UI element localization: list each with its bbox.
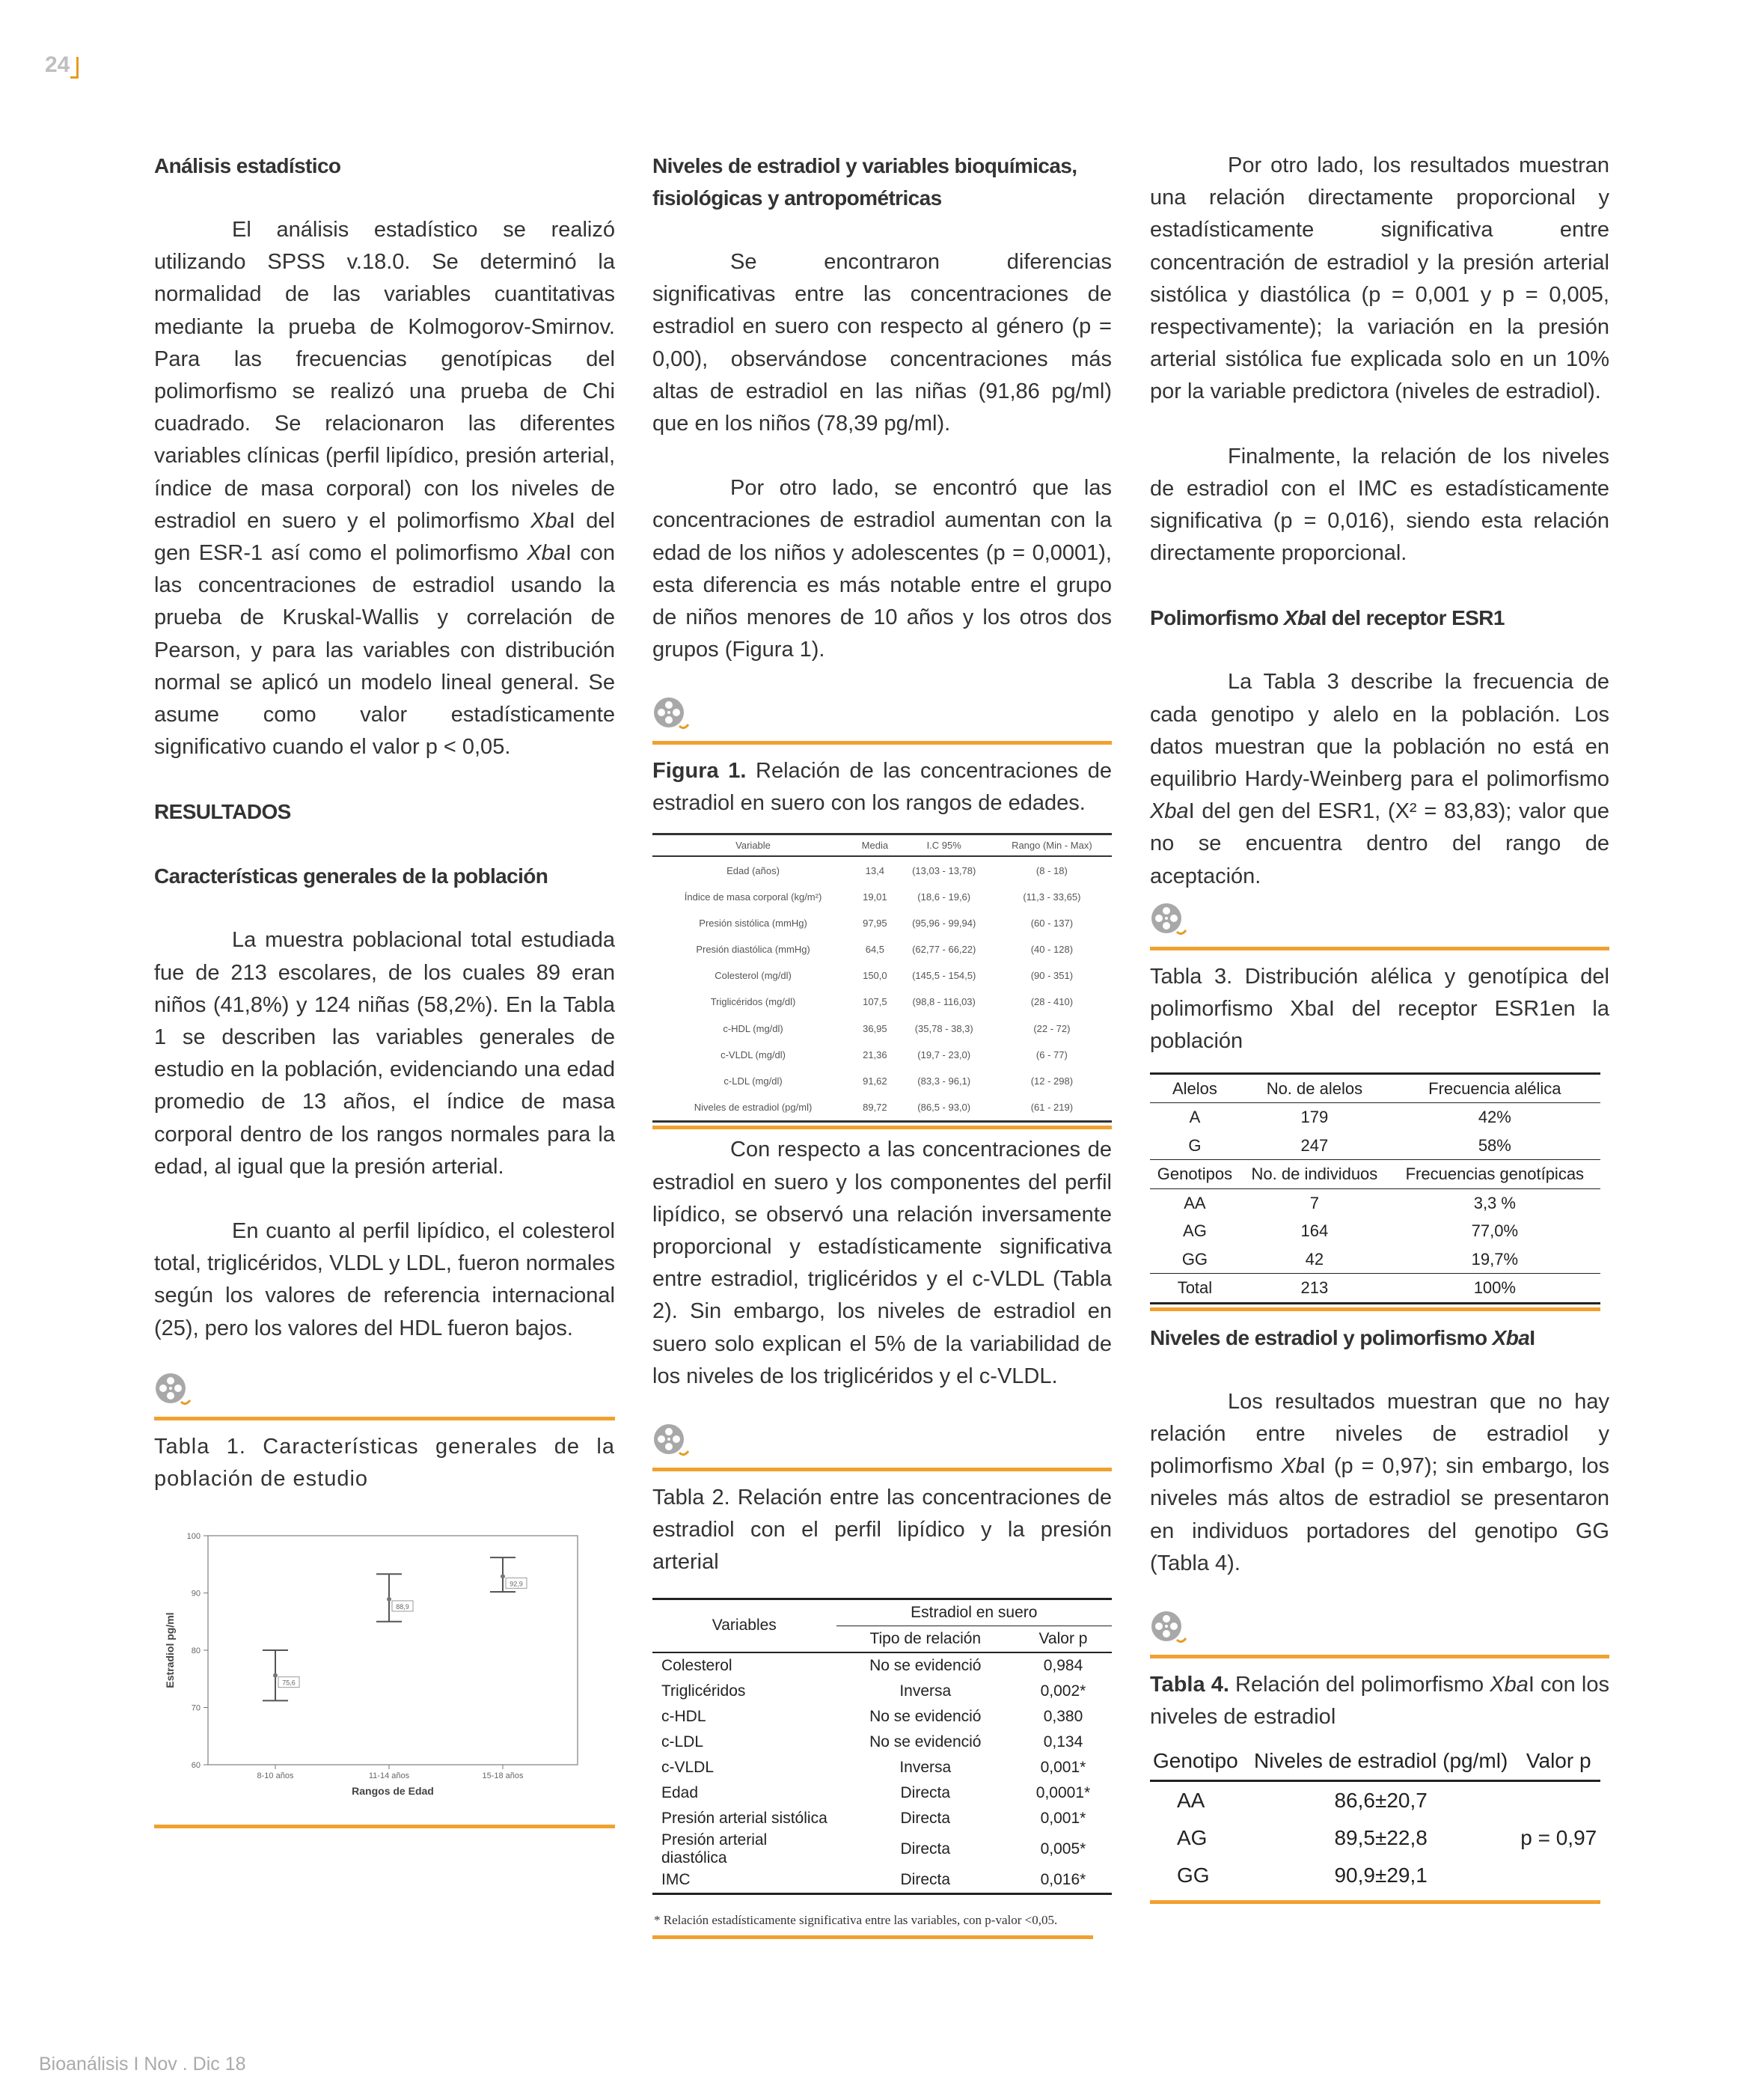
separator-line: [1150, 1900, 1600, 1904]
table-cell: Edad (años): [726, 864, 780, 876]
heading-resultados: RESULTADOS: [154, 800, 291, 824]
table-cell: 86,6±20,7: [1334, 1789, 1428, 1813]
table-cell: 13,4: [865, 864, 885, 876]
film-reel-icon: [154, 1372, 192, 1409]
paragraph-presion: Por otro lado, los resultados muestran una relación directamente proporcional y estadísticamente significativa entre concentración de estradiol y la presión arterial sistólica y diastólica (p = 0,001 y p = 0,005, respectivamente); la variación en la presión arterial sistólica fue explicada solo en un 10% por la variable predictora (niveles de estradiol).: [1150, 153, 1609, 404]
separator-line: [1150, 1655, 1609, 1658]
table-row: [652, 1704, 1112, 1730]
table-row: [1150, 1217, 1600, 1245]
table-row: [652, 910, 1112, 936]
table-header: Genotipos: [1150, 1160, 1240, 1189]
table-cell: 64,5: [865, 944, 885, 956]
table-cell: Triglicéridos: [661, 1682, 746, 1700]
table-header: Niveles de estradiol (pg/ml): [1245, 1742, 1517, 1781]
reel-icon-row: [652, 1418, 1112, 1463]
y-tick-label: 80: [191, 1646, 201, 1655]
separator-line: [1150, 1307, 1600, 1311]
tabla4: [1150, 1742, 1600, 1894]
table-cell: Inversa: [899, 1682, 952, 1700]
table-header: Valor p: [1015, 1626, 1112, 1652]
table-header: Rango (Min - Max): [992, 834, 1112, 857]
table-row: [652, 884, 1112, 910]
table-cell: GG: [1177, 1864, 1210, 1887]
paragraph-lipidico: En cuanto al perfil lipídico, el colesterol total, triglicéridos, VLDL y LDL, fueron normales según los valores de referencia internacional (25), pero los valores del HDL fueron bajos.: [154, 1219, 615, 1340]
separator-line: [652, 741, 1112, 745]
table-cell: Directa: [836, 1867, 1015, 1894]
table-cell: c-HDL: [661, 1707, 706, 1725]
table-cell: Presión sistólica (mmHg): [699, 917, 807, 929]
table-cell: A: [1189, 1108, 1201, 1127]
table-cell: Colesterol: [661, 1656, 732, 1674]
table-cell: 89,5±22,8: [1334, 1826, 1428, 1850]
table-header: Genotipo: [1150, 1742, 1245, 1781]
table-cell: (86,5 - 93,0): [896, 1094, 992, 1122]
table-cell: (19,7 - 23,0): [917, 1049, 971, 1060]
table-cell: Directa: [900, 1809, 951, 1827]
table-cell: 77,0%: [1471, 1221, 1519, 1241]
tabla2-footnote: * Relación estadísticamente significativa entre las variables, con p-valor <0,05.: [654, 1912, 1058, 1927]
table-cell: Directa: [900, 1783, 951, 1801]
tabla1: [652, 833, 1112, 1123]
table-cell: (18,6 - 19,6): [917, 891, 971, 903]
table-header: Variable: [652, 834, 854, 857]
table-cell: 164: [1300, 1221, 1329, 1241]
table-cell: AG: [1177, 1826, 1208, 1850]
table-cell: 247: [1300, 1135, 1329, 1155]
separator-line: [154, 1825, 615, 1828]
separator-line: [154, 1417, 615, 1420]
table-cell: 0,984: [1043, 1656, 1083, 1674]
table-cell: 58%: [1478, 1135, 1511, 1155]
table-cell: No se evidenció: [869, 1656, 982, 1674]
y-tick-label: 90: [191, 1589, 201, 1599]
table-cell: 91,62: [863, 1075, 887, 1087]
tabla3-caption: Tabla 3. Distribución alélica y genotípica del polimorfismo XbaI del receptor ESR1en la población: [1150, 964, 1609, 1053]
y-tick-label: 70: [191, 1703, 201, 1713]
y-axis-label: Estradiol pg/ml: [164, 1612, 176, 1688]
table-cell: 7: [1309, 1193, 1320, 1212]
table-cell: (83,3 - 96,1): [917, 1075, 971, 1087]
heading-niveles: Niveles de estradiol y variables bioquímicas, fisiológicas y antropométricas: [652, 154, 1077, 210]
table-cell: 100%: [1389, 1274, 1600, 1304]
table-cell: G: [1188, 1135, 1202, 1155]
table-header: Estradiol en suero: [836, 1599, 1112, 1626]
table-row: [652, 856, 1112, 883]
table-row: [652, 1016, 1112, 1042]
table-cell: 19,01: [863, 891, 887, 903]
table-row: [652, 1730, 1112, 1755]
table-cell: 0,380: [1043, 1707, 1083, 1725]
film-reel-icon: [1150, 1610, 1187, 1647]
table-cell: Presión diastólica (mmHg): [696, 944, 810, 956]
column-2: [652, 150, 1112, 1939]
table-header: No. de individuos: [1240, 1160, 1389, 1189]
table-cell: (11,3 - 33,65): [1023, 891, 1081, 903]
heading-caracteristicas: Características generales de la población: [154, 864, 548, 888]
table-cell: 0,001*: [1040, 1758, 1086, 1776]
table-cell: 42%: [1478, 1108, 1511, 1127]
paragraph-resultados: Los resultados muestran que no hay relación entre niveles de estradiol y polimorfismo XbaI (p = 0,97); sin embargo, los niveles más altos de estradiol se presentaron en individuos portadores del genotipo GG (Tabla 4).: [1150, 1389, 1609, 1575]
table-cell: 0,001*: [1040, 1809, 1086, 1827]
table-row: [652, 1867, 1112, 1894]
table-cell: 42: [1305, 1249, 1324, 1269]
table-cell: Directa: [900, 1840, 951, 1858]
tabla1-caption: Tabla 1. Características generales de la población de estudio: [154, 1434, 615, 1491]
table-cell: c-VLDL: [661, 1758, 715, 1776]
table-cell: IMC: [652, 1867, 836, 1894]
table-cell: 107,5: [863, 996, 887, 1008]
table-row: [652, 1094, 1112, 1122]
table-header: Alelos: [1150, 1073, 1240, 1103]
separator-line: [652, 1126, 1112, 1129]
page-number-mark: [70, 57, 79, 79]
mean-point: [273, 1673, 278, 1678]
x-axis-label: Rangos de Edad: [352, 1784, 434, 1797]
table-cell: GG: [1181, 1249, 1208, 1269]
table-header: Variables: [652, 1599, 836, 1652]
figura1-label: Figura 1.: [652, 759, 747, 784]
table-header: Valor p: [1517, 1742, 1600, 1781]
column-1: [154, 150, 615, 1839]
film-reel-icon: [652, 1423, 690, 1460]
table-cell: 89,72: [854, 1094, 896, 1122]
y-tick-label: 100: [186, 1531, 201, 1541]
table-header: Frecuencias genotípicas: [1389, 1160, 1600, 1189]
table-cell: c-VLDL (mg/dl): [721, 1049, 786, 1060]
paragraph-imc: Finalmente, la relación de los niveles de estradiol con el IMC es estadísticamente significativa (p = 0,016), siendo esta relación directamente proporcional.: [1150, 444, 1609, 566]
table-cell: (145,5 - 154,5): [912, 970, 976, 982]
separator-line: [1150, 947, 1609, 950]
reel-icon-row: [652, 692, 1112, 736]
footer: Bioanálisis I Nov . Dic 18: [39, 2054, 246, 2075]
table-cell: (8 - 18): [1035, 864, 1068, 876]
table-cell: 150,0: [863, 970, 887, 982]
table-cell: (62,77 - 66,22): [912, 944, 976, 956]
table-row: [652, 962, 1112, 989]
table-cell: Total: [1150, 1274, 1240, 1304]
paragraph-analisis: El análisis estadístico se realizó utilizando SPSS v.18.0. Se determinó la normalidad de las variables cuantitativas mediante la prueba de Kolmogorov-Smirnov. Para las frecuencias genotípicas del polimorfismo se realizó una prueba de Chi cuadrado. Se relacionaron las diferentes variables clínicas (perfil lipídico, presión arterial, índice de masa corporal) con los niveles de estradiol en suero y el polimorfismo XbaI del gen ESR-1 así como el polimorfismo XbaI con las concentraciones de estradiol usando la prueba de Kruskal-Wallis y correlación de Pearson, y para las variables con distribución normal se aplicó un modelo lineal general. Se asume como valor estadísticamente significativo cuando el valor p < 0,05.: [154, 218, 616, 760]
table-cell: Edad: [661, 1783, 699, 1801]
table-cell: 3,3 %: [1473, 1193, 1516, 1212]
table-cell: 19,7%: [1471, 1249, 1519, 1269]
figura1-caption: Figura 1. Relación de las concentraciones de estradiol en suero con los rangos de edades.: [652, 759, 1112, 816]
table-cell: Triglicéridos (mg/dl): [710, 996, 796, 1008]
table-cell: No se evidenció: [869, 1733, 982, 1750]
table-cell: 179: [1300, 1108, 1329, 1127]
column-3: [1150, 150, 1609, 1914]
x-tick-label: 11-14 años: [368, 1771, 410, 1780]
tabla3: [1150, 1072, 1600, 1304]
table-cell: No se evidenció: [869, 1707, 982, 1725]
table-cell: c-HDL (mg/dl): [723, 1022, 783, 1034]
page-number: 24: [45, 52, 70, 77]
table-row: [652, 989, 1112, 1015]
table-cell: 97,95: [863, 917, 887, 929]
table-cell: Índice de masa corporal (kg/m²): [684, 891, 822, 903]
table-cell: (60 - 137): [1030, 917, 1074, 929]
table-row: [652, 1831, 1112, 1867]
paragraph-perfil: Con respecto a las concentraciones de estradiol en suero y los componentes del perfil lipídico, se observó una relación inversamente proporcional y estadísticamente significativa entre estradiol, triglicéridos y el c-VLDL (Tabla 2). Sin embargo, los niveles de estradiol en suero solo explican el 5% de la variabilidad de los niveles de los triglicéridos y el c-VLDL.: [652, 1138, 1112, 1388]
table-cell: 0,005*: [1040, 1840, 1086, 1858]
film-reel-icon: [1150, 902, 1187, 939]
table-cell: (22 - 72): [1033, 1022, 1071, 1034]
table-cell: 0,0001*: [1035, 1783, 1091, 1801]
table-cell: (40 - 128): [1030, 944, 1074, 956]
table-cell: c-LDL: [661, 1733, 704, 1750]
table-cell: 213: [1240, 1274, 1389, 1304]
table-cell: (6 - 77): [1035, 1049, 1068, 1060]
separator-line: [652, 1935, 1093, 1939]
film-reel-icon: [652, 696, 690, 733]
mean-point: [387, 1597, 391, 1602]
table-cell: (28 - 410): [1030, 996, 1074, 1008]
table-row: [1150, 1245, 1600, 1274]
point-label: 88,9: [396, 1602, 409, 1611]
heading-analisis: Análisis estadístico: [154, 154, 341, 177]
mean-point: [501, 1574, 505, 1578]
table-cell: 21,36: [863, 1049, 887, 1060]
table-row: [652, 1780, 1112, 1806]
table-cell: AG: [1183, 1221, 1207, 1241]
table-header: I.C 95%: [896, 834, 992, 857]
table-cell: Colesterol (mg/dl): [715, 970, 792, 982]
separator-line: [652, 1468, 1112, 1471]
x-tick-label: 15-18 años: [482, 1771, 524, 1780]
paragraph-genero: Se encontraron diferencias significativas entre las concentraciones de estradiol en suero con respecto al género (p = 0,00), observándose concentraciones más altas de estradiol en las niñas (91,86 pg/ml) que en los niños (78,39 pg/ml).: [652, 250, 1112, 436]
table-header: Media: [854, 834, 896, 857]
table-cell: 90,9±29,1: [1334, 1864, 1428, 1887]
table-header: No. de alelos: [1240, 1073, 1389, 1103]
table-header: Tipo de relación: [836, 1626, 1015, 1652]
y-tick-label: 60: [191, 1760, 201, 1770]
table-row: [652, 1806, 1112, 1831]
paragraph-tabla3: La Tabla 3 describe la frecuencia de cada genotipo y alelo en la población. Los datos muestran que la población no está en equilibrio Hardy-Weinberg para el polimorfismo XbaI del gen del ESR1, (X² = 83,83); valor que no se encuentra dentro del rango de aceptación.: [1150, 670, 1609, 888]
table-cell: (95,96 - 99,94): [912, 917, 976, 929]
table-row: [652, 1755, 1112, 1780]
table-cell: Presión arterial sistólica: [661, 1809, 827, 1827]
reel-icon-row: [1150, 897, 1609, 942]
reel-icon-row: [1150, 1605, 1609, 1650]
table-row: [1150, 1781, 1600, 1820]
table-row: [1150, 1103, 1600, 1132]
table-cell: (13,03 - 13,78): [912, 864, 976, 876]
table-cell: c-LDL (mg/dl): [723, 1075, 783, 1087]
reel-icon-row: [154, 1367, 615, 1412]
table-cell: (98,8 - 116,03): [912, 996, 976, 1008]
point-label: 92,9: [510, 1580, 523, 1588]
tabla4-caption: Tabla 4. Relación del polimorfismo XbaI con los niveles de estradiol: [1150, 1673, 1609, 1730]
point-label: 75,6: [282, 1679, 296, 1687]
table-cell: 0,016*: [1015, 1867, 1112, 1894]
paragraph-muestra: La muestra poblacional total estudiada fue de 213 escolares, de los cuales 89 eran niños (41,8%) y 124 niñas (58,2%). En la Tabla 1 se describen las variables generales de estudio en la población, evidenciando una edad promedio de 13 años, el índice de masa corporal dentro de los rangos normales para la edad, al igual que la presión arterial.: [154, 928, 615, 1179]
tabla2: [652, 1598, 1112, 1895]
table-cell: AA: [1177, 1789, 1205, 1813]
paragraph-edad: Por otro lado, se encontró que las concentraciones de estradiol aumentan con la edad de los niños y adolescentes (p = 0,0001), esta diferencia es más notable entre el grupo de niños menores de 10 años y los otros dos grupos (Figura 1).: [652, 476, 1112, 662]
table-cell: AA: [1184, 1193, 1206, 1212]
table-cell: Inversa: [899, 1758, 952, 1776]
table-cell: 0,134: [1043, 1733, 1083, 1750]
tabla2-caption: Tabla 2. Relación entre las concentraciones de estradiol con el perfil lipídico y la presión arterial: [652, 1485, 1112, 1574]
table-row: [652, 1652, 1112, 1679]
table-row: [652, 1068, 1112, 1094]
table-row: [652, 1042, 1112, 1068]
figure1-chart: [154, 1527, 615, 1804]
table-row: [1150, 1132, 1600, 1160]
table-cell: (12 - 298): [1030, 1075, 1074, 1087]
heading-estradiol-polimorfismo: Niveles de estradiol y polimorfismo XbaI: [1150, 1325, 1535, 1349]
table-header: Frecuencia alélica: [1389, 1073, 1600, 1103]
table-cell: p = 0,97: [1520, 1826, 1597, 1850]
table-row: [1150, 1188, 1600, 1217]
table-cell: (90 - 351): [1030, 970, 1074, 982]
x-tick-label: 8-10 años: [257, 1771, 294, 1780]
table-cell: (61 - 219): [992, 1094, 1112, 1122]
table-row: [652, 1679, 1112, 1704]
heading-polimorfismo: Polimorfismo XbaI del receptor ESR1: [1150, 606, 1505, 630]
table-cell: Niveles de estradiol (pg/ml): [652, 1094, 854, 1122]
table-cell: Presión arterial diastólica: [661, 1831, 768, 1867]
table-cell: (35,78 - 38,3): [914, 1022, 973, 1034]
table-row: [652, 936, 1112, 962]
table-cell: 0,002*: [1040, 1682, 1086, 1700]
table-cell: 36,95: [863, 1022, 887, 1034]
